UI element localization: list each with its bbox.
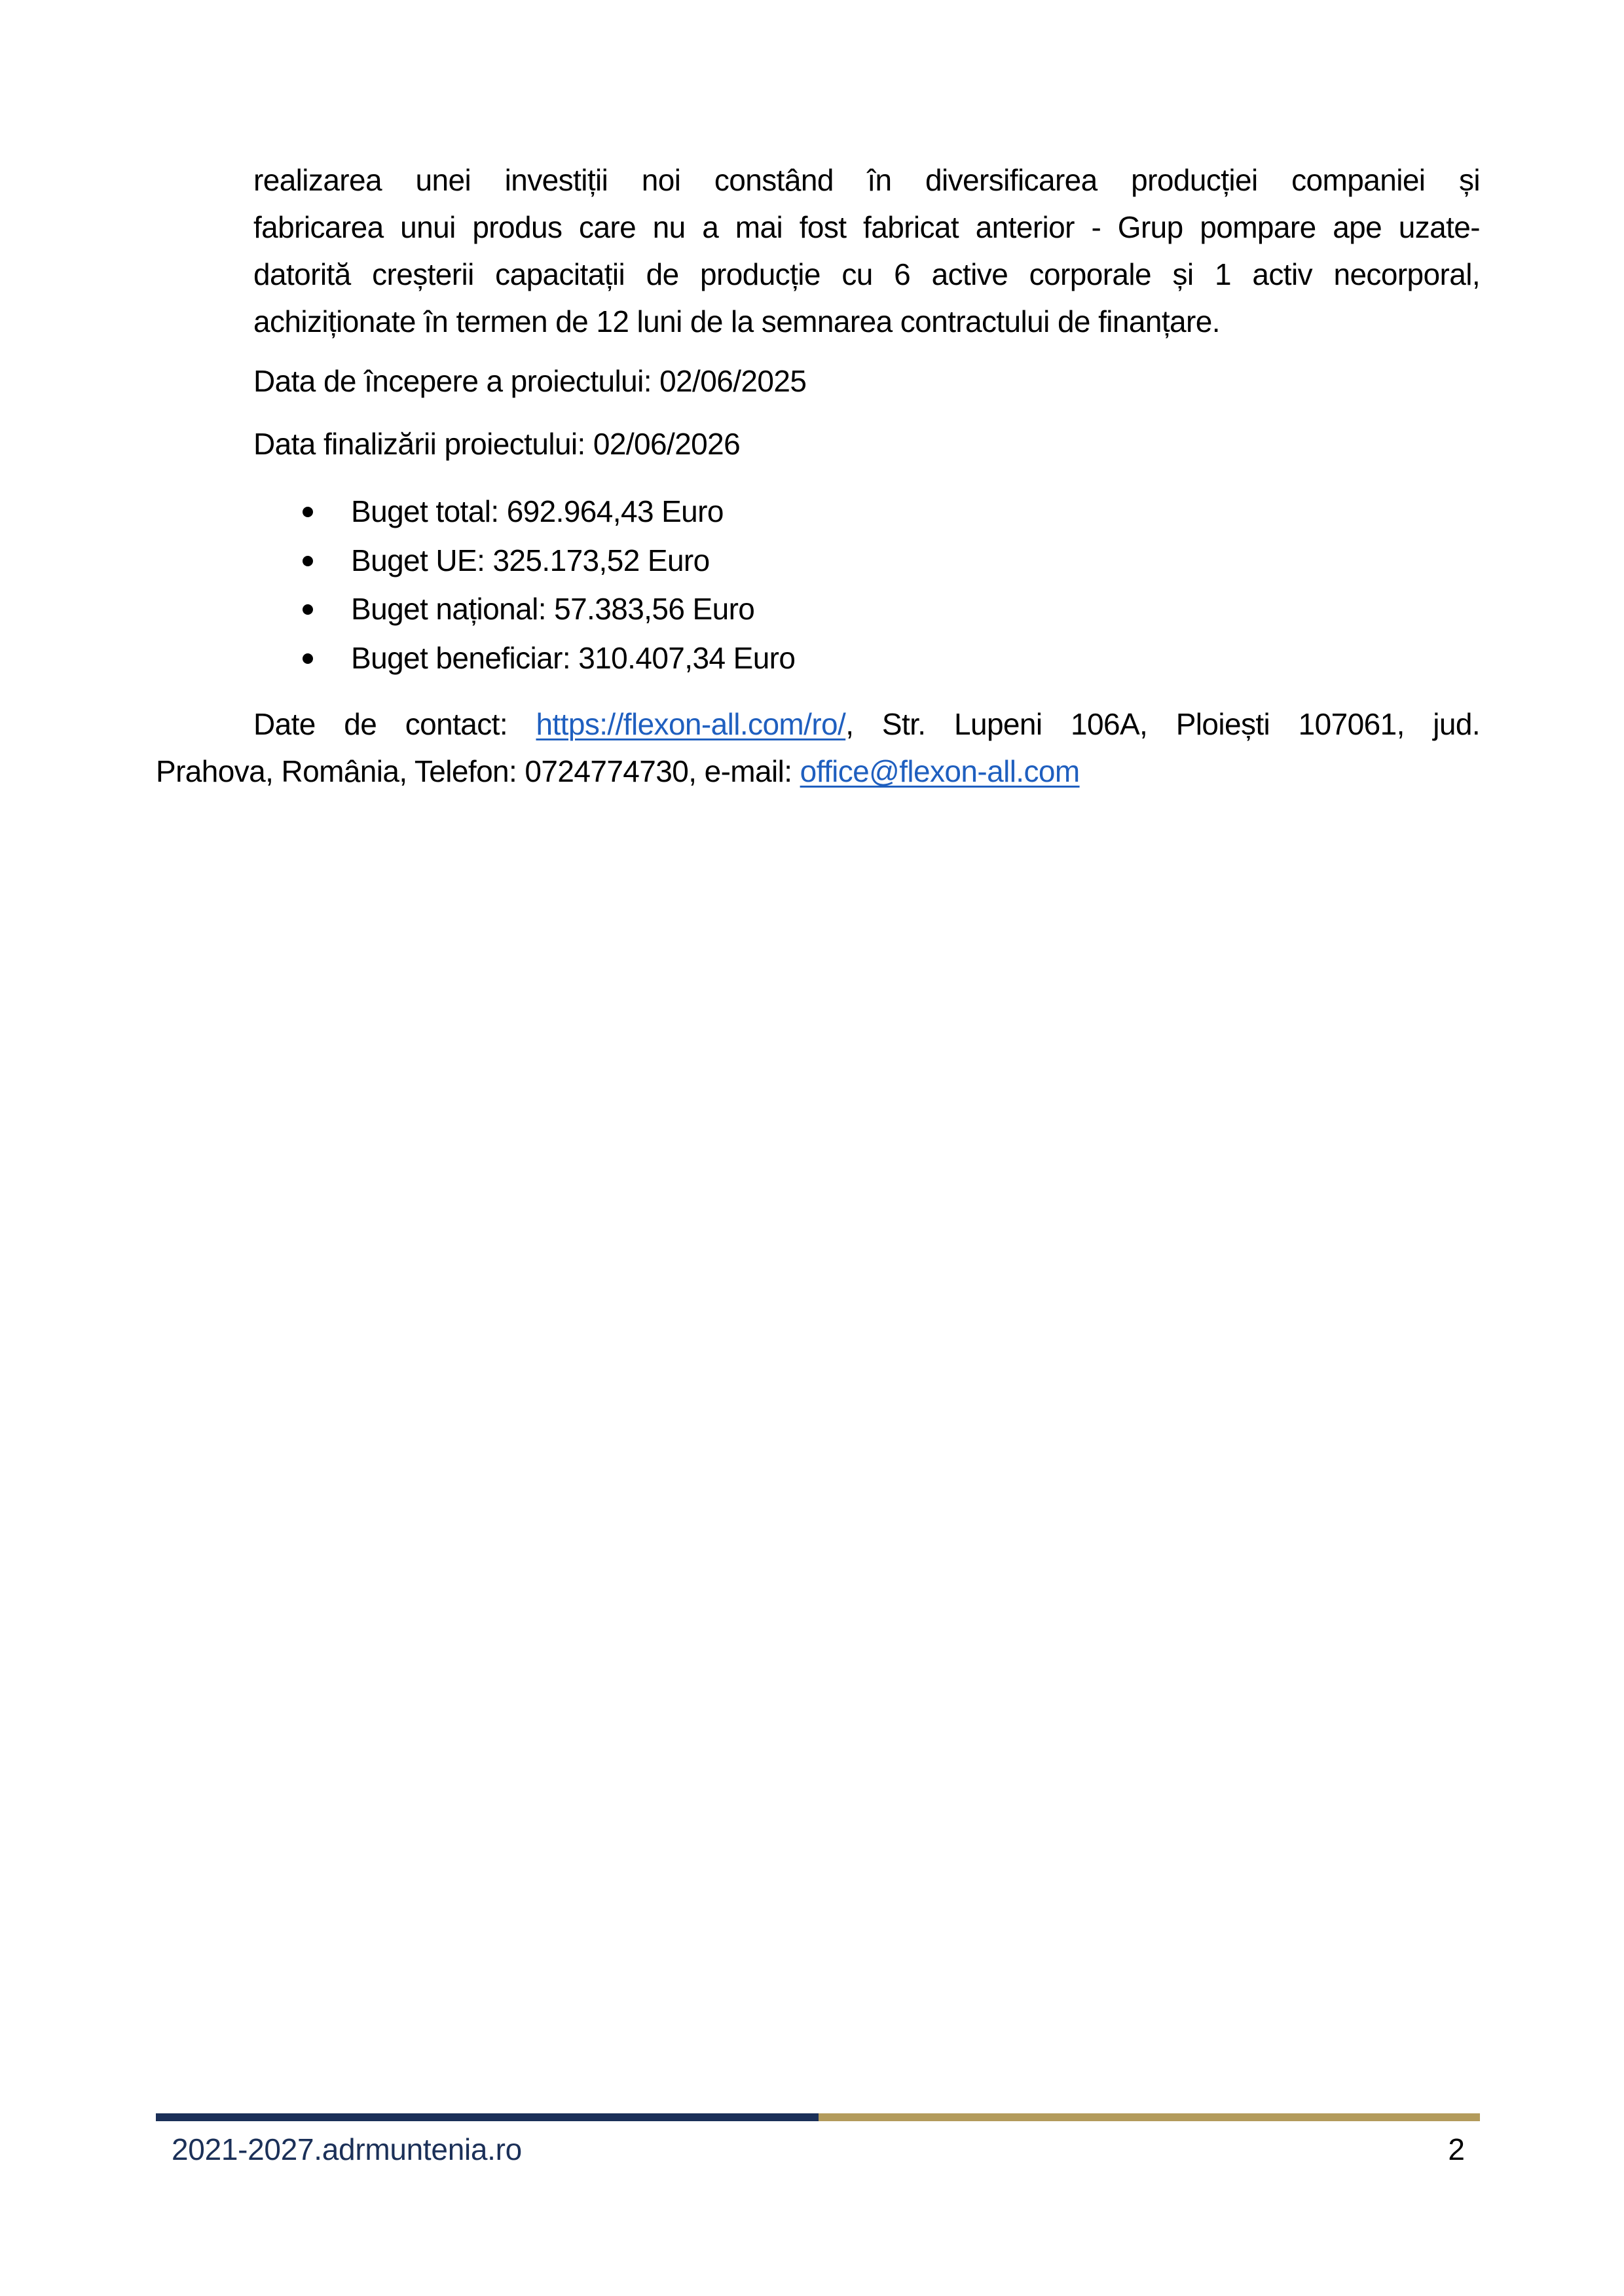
contact-line-2 bbox=[156, 748, 1480, 795]
contact-address-part1: , Str. Lupeni 106A, Ploiești 107061, jud. bbox=[845, 707, 1480, 741]
contact-line-1 bbox=[156, 701, 1480, 748]
budget-item-text: Buget beneficiar: 310.407,34 Euro bbox=[351, 640, 796, 675]
start-date: Data de începere a proiectului: 02/06/2025 bbox=[253, 364, 807, 398]
website-link[interactable]: https://flexon-all.com/ro/ bbox=[536, 707, 846, 741]
footer-divider-navy bbox=[156, 2113, 819, 2121]
email-link[interactable]: office@flexon-all.com bbox=[800, 754, 1080, 788]
bullet-icon bbox=[303, 653, 313, 664]
description-line-1: realizarea unei investiții noi constând în diversificarea producției companiei și bbox=[253, 163, 1480, 197]
bullet-icon bbox=[303, 507, 313, 517]
contact-label: Date de contact: bbox=[253, 707, 507, 741]
end-date: Data finalizării proiectului: 02/06/2026 bbox=[253, 427, 741, 461]
description-line-2: fabricarea unui produs care nu a mai fost fabricat anterior - Grup pompare ape uzate- bbox=[253, 210, 1480, 244]
description-line-3: datorită creșterii capacitații de producție cu 6 active corporale și 1 activ necorporal, bbox=[253, 257, 1480, 291]
description-line-4: achiziționate în termen de 12 luni de la semnarea contractului de finanțare. bbox=[253, 304, 1220, 338]
contact-paragraph bbox=[156, 701, 1480, 795]
budget-item-text: Buget UE: 325.173,52 Euro bbox=[351, 543, 710, 577]
budget-item-text: Buget național: 57.383,56 Euro bbox=[351, 592, 755, 626]
bullet-icon bbox=[303, 604, 313, 615]
contact-address-part2: Prahova, România, Telefon: 0724774730, e-mail: bbox=[156, 754, 792, 788]
project-description bbox=[253, 156, 1480, 345]
page-number: 2 bbox=[1448, 2132, 1465, 2166]
bullet-icon bbox=[303, 556, 313, 566]
footer-divider-gold bbox=[819, 2113, 1480, 2121]
budget-item-text: Buget total: 692.964,43 Euro bbox=[351, 494, 724, 528]
footer-website: 2021-2027.adrmuntenia.ro bbox=[172, 2132, 522, 2166]
